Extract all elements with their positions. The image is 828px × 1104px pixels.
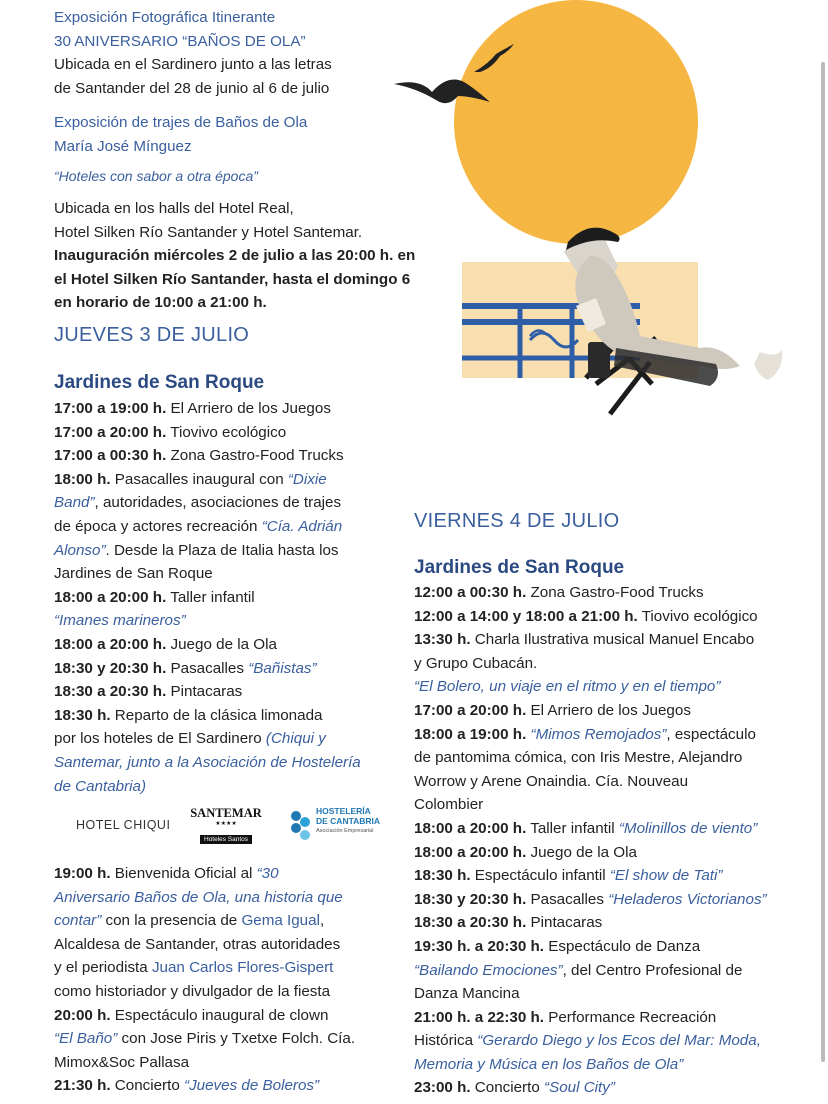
schedule-text: de pantomima cómica, con Iris Mestre, Alejandro <box>414 749 743 767</box>
schedule-line <box>54 421 361 445</box>
schedule-text: Worrow y Arene Onaindia. Cía. Nouveau <box>414 772 689 790</box>
schedule-line <box>54 862 355 886</box>
schedule-time: 18:30 a 20:30 h. <box>54 683 167 701</box>
sun-illustration <box>454 0 698 244</box>
schedule-time: 23:00 h. <box>414 1079 471 1097</box>
schedule-text: , del Centro Profesional de <box>562 961 743 979</box>
schedule-time: 13:30 h. <box>414 631 471 649</box>
schedule-text: y Grupo Cubacán. <box>414 654 538 672</box>
schedule-time: 19:30 h. a 20:30 h. <box>414 937 545 955</box>
event-title: Santemar, junto a la Asociación de Hostelería <box>54 753 361 771</box>
schedule-line <box>414 888 767 912</box>
schedule-text: Pasacalles <box>526 890 609 908</box>
schedule-time: 18:00 a 19:00 h. <box>414 725 527 743</box>
schedule-text: como historiador y divulgador de la fiesta <box>54 982 331 1000</box>
schedule-text: y el periodista <box>54 959 152 977</box>
event-title: Memoria y Música en los Baños de Ola” <box>414 1055 684 1073</box>
schedule-text: Histórica <box>414 1032 478 1050</box>
schedule-text: Colombier <box>414 796 484 814</box>
schedule-time: 18:30 y 20:30 h. <box>414 890 527 908</box>
schedule-time: 17:00 a 20:00 h. <box>414 701 527 719</box>
schedule-time: 12:00 a 00:30 h. <box>414 584 527 601</box>
hosteleria-mark-icon <box>288 808 314 842</box>
schedule-text: Mimox&Soc Pallasa <box>54 1053 190 1071</box>
schedule-time: 21:30 h. <box>54 1077 111 1095</box>
schedule-line <box>54 886 355 910</box>
schedule-text: Charla Ilustrativa musical Manuel Encabo <box>470 631 755 649</box>
event-title: de Cantabria) <box>54 777 147 795</box>
schedule-time: 20:00 h. <box>54 1006 111 1024</box>
schedule-line <box>414 935 767 959</box>
schedule-line <box>54 539 361 563</box>
person-name: Juan Carlos Flores-Gispert <box>151 959 334 977</box>
expo2-description: Ubicada en los halls del Hotel Real, Hotel Silken Río Santander y Hotel Santemar. Inauguración miércoles 2 de julio a las 20:00 h. en el Hotel Silken Río Santander, hasta el domingo 6 en horario de 10:00 a 21:00 h. <box>54 197 415 315</box>
schedule-text: con Jose Piris y Txetxe Folch. Cía. <box>117 1030 356 1048</box>
event-title: “Heladeros Victorianos” <box>608 890 767 908</box>
event-title: “Molinillos de viento” <box>618 819 758 837</box>
schedule-line <box>414 911 767 935</box>
schedule-time: 18:30 h. <box>54 706 111 724</box>
schedule-text: Zona Gastro-Food Trucks <box>526 584 704 601</box>
schedule-text: Danza Mancina <box>414 985 520 1003</box>
schedule-text: Zona Gastro-Food Trucks <box>166 447 344 465</box>
schedule-text: Pintacaras <box>166 683 243 701</box>
schedule-text: Concierto <box>470 1079 545 1097</box>
schedule-line <box>54 562 361 586</box>
schedule-time: 17:00 a 00:30 h. <box>54 447 167 465</box>
schedule-time: 21:00 h. a 22:30 h. <box>414 1008 545 1026</box>
event-title: “Bailando Emociones” <box>414 961 563 979</box>
schedule-line <box>54 397 361 421</box>
schedule-line <box>54 515 361 539</box>
schedule-line <box>414 746 767 770</box>
schedule-line <box>414 1006 767 1030</box>
illustration <box>390 0 810 470</box>
event-title: contar” <box>54 912 102 930</box>
schedule-text: Reparto de la clásica limonada <box>110 706 323 724</box>
event-title: “Cía. Adrián <box>261 517 343 535</box>
schedule-line <box>54 727 361 751</box>
schedule-line <box>414 1076 767 1100</box>
schedule-line <box>54 633 361 657</box>
friday-schedule <box>414 581 767 1100</box>
event-title: “Gerardo Diego y los Ecos del Mar: Moda, <box>477 1032 761 1050</box>
schedule-line <box>54 1004 355 1028</box>
schedule-line <box>54 491 361 515</box>
hotel-chiqui-logo: HOTEL CHIQUI <box>76 818 171 832</box>
event-title: “Dixie <box>287 470 327 488</box>
friday-venue-title: Jardines de San Roque <box>414 557 625 578</box>
event-title: “El Baño” <box>54 1030 118 1048</box>
schedule-line <box>54 680 361 704</box>
thursday-schedule-part2 <box>54 862 355 1098</box>
schedule-line <box>54 775 361 799</box>
schedule-text: Espectáculo infantil <box>470 867 610 885</box>
schedule-time: 18:30 a 20:30 h. <box>414 914 527 932</box>
schedule-line <box>54 586 361 610</box>
schedule-line <box>414 699 767 723</box>
friday-day-title: VIERNES 4 DE JULIO <box>414 510 620 532</box>
santemar-logo: SANTEMAR ★★★★ Hoteles Santos <box>190 806 262 843</box>
schedule-text: Espectáculo inaugural de clown <box>110 1006 329 1024</box>
event-title: (Chiqui y <box>265 730 326 748</box>
schedule-line <box>54 609 361 633</box>
schedule-text: de época y actores recreación <box>54 517 262 535</box>
schedule-line <box>54 909 355 933</box>
schedule-time: 17:00 a 19:00 h. <box>54 400 167 417</box>
event-title: “Imanes marineros” <box>54 612 186 630</box>
schedule-text: El Arriero de los Juegos <box>526 701 691 719</box>
schedule-time: 18:00 a 20:00 h. <box>54 635 167 653</box>
expo2-inauguration: el Hotel Silken Río Santander, hasta el domingo 6 <box>54 270 411 288</box>
schedule-line <box>54 1074 355 1098</box>
schedule-time: 12:00 a 14:00 y 18:00 a 21:00 h. <box>414 607 638 625</box>
schedule-line <box>54 751 361 775</box>
schedule-line <box>414 581 767 605</box>
schedule-text: Tiovivo ecológico <box>637 607 758 625</box>
event-title: Alonso” <box>54 541 106 559</box>
schedule-text: Bienvenida Oficial al <box>110 865 257 882</box>
schedule-line <box>54 657 361 681</box>
schedule-line <box>414 675 767 699</box>
schedule-text: por los hoteles de El Sardinero <box>54 730 266 748</box>
schedule-text: Tiovivo ecológico <box>166 423 287 441</box>
schedule-line <box>54 980 355 1004</box>
schedule-text: Espectáculo de Danza <box>544 937 701 955</box>
expo1-title: Exposición Fotográfica Itinerante 30 ANIVERSARIO “BAÑOS DE OLA” <box>54 9 306 50</box>
schedule-text: . Desde la Plaza de Italia hasta los <box>105 541 339 559</box>
thursday-schedule-part1 <box>54 397 361 798</box>
schedule-time: 17:00 a 20:00 h. <box>54 423 167 441</box>
schedule-line <box>54 956 355 980</box>
schedule-line <box>414 1053 767 1077</box>
schedule-time: 18:30 h. <box>414 867 471 885</box>
schedule-text: , espectáculo <box>666 725 756 743</box>
schedule-text: Performance Recreación <box>544 1008 717 1026</box>
event-title: Band” <box>54 494 95 512</box>
schedule-text: , <box>319 912 325 930</box>
schedule-line <box>54 704 361 728</box>
schedule-line <box>54 1027 355 1051</box>
event-title: “30 <box>256 865 279 882</box>
expo1-description: Ubicada en el Sardinero junto a las letras de Santander del 28 de junio al 6 de julio <box>54 56 332 97</box>
schedule-text: , autoridades, asociaciones de trajes <box>94 494 342 512</box>
schedule-text: Pasacalles <box>166 659 249 677</box>
schedule-line <box>414 817 767 841</box>
schedule-text: El Arriero de los Juegos <box>166 400 331 417</box>
schedule-line <box>414 723 767 747</box>
schedule-line <box>414 605 767 629</box>
event-title: “El Bolero, un viaje en el ritmo y en el tiempo” <box>414 678 721 696</box>
schedule-line <box>414 982 767 1006</box>
schedule-text: Jardines de San Roque <box>54 565 213 583</box>
schedule-line <box>414 652 767 676</box>
expo2-inauguration: Inauguración miércoles 2 de julio a las 20:00 h. en <box>54 247 416 265</box>
event-title: “Jueves de Boleros” <box>184 1077 320 1095</box>
schedule-line <box>414 770 767 794</box>
schedule-text: Pasacalles inaugural con <box>110 470 288 488</box>
schedule-line <box>54 468 361 492</box>
expo2-quote: “Hoteles con sabor a otra época” <box>54 168 258 184</box>
schedule-time: 18:00 a 20:00 h. <box>414 843 527 861</box>
schedule-line <box>414 793 767 817</box>
schedule-line <box>414 864 767 888</box>
event-title: Aniversario Baños de Ola, una historia que <box>54 888 343 906</box>
expo2-title: Exposición de trajes de Baños de Ola María José Mínguez <box>54 114 308 155</box>
schedule-time: 18:00 a 20:00 h. <box>414 819 527 837</box>
schedule-time: 19:00 h. <box>54 865 111 882</box>
schedule-line <box>54 933 355 957</box>
event-title: “El show de Tati” <box>609 867 723 885</box>
event-title: “Bañistas” <box>248 659 317 677</box>
schedule-text: Alcaldesa de Santander, otras autoridades <box>54 935 341 953</box>
schedule-line <box>414 628 767 652</box>
event-title: “Soul City” <box>544 1079 615 1097</box>
thursday-day-title: JUEVES 3 DE JULIO <box>54 324 250 346</box>
expo2-inauguration: en horario de 10:00 a 21:00 h. <box>54 294 267 312</box>
schedule-text: Juego de la Ola <box>526 843 637 861</box>
schedule-text: Concierto <box>110 1077 185 1095</box>
schedule-line <box>414 1029 767 1053</box>
schedule-text: Pintacaras <box>526 914 603 932</box>
schedule-line <box>54 444 361 468</box>
schedule-text: con la presencia de <box>101 912 242 930</box>
schedule-time: 18:30 y 20:30 h. <box>54 659 167 677</box>
schedule-time: 18:00 a 20:00 h. <box>54 588 167 606</box>
schedule-text: Juego de la Ola <box>166 635 277 653</box>
schedule-line <box>54 1051 355 1075</box>
schedule-text: Taller infantil <box>166 588 255 606</box>
schedule-time: 18:00 h. <box>54 470 111 488</box>
thursday-venue-title: Jardines de San Roque <box>54 372 265 393</box>
schedule-text: Taller infantil <box>526 819 619 837</box>
schedule-line <box>414 841 767 865</box>
schedule-line <box>414 959 767 983</box>
person-name: Gema Igual <box>241 912 320 930</box>
event-title: “Mimos Remojados” <box>530 725 667 743</box>
scrollbar[interactable] <box>821 62 825 1062</box>
